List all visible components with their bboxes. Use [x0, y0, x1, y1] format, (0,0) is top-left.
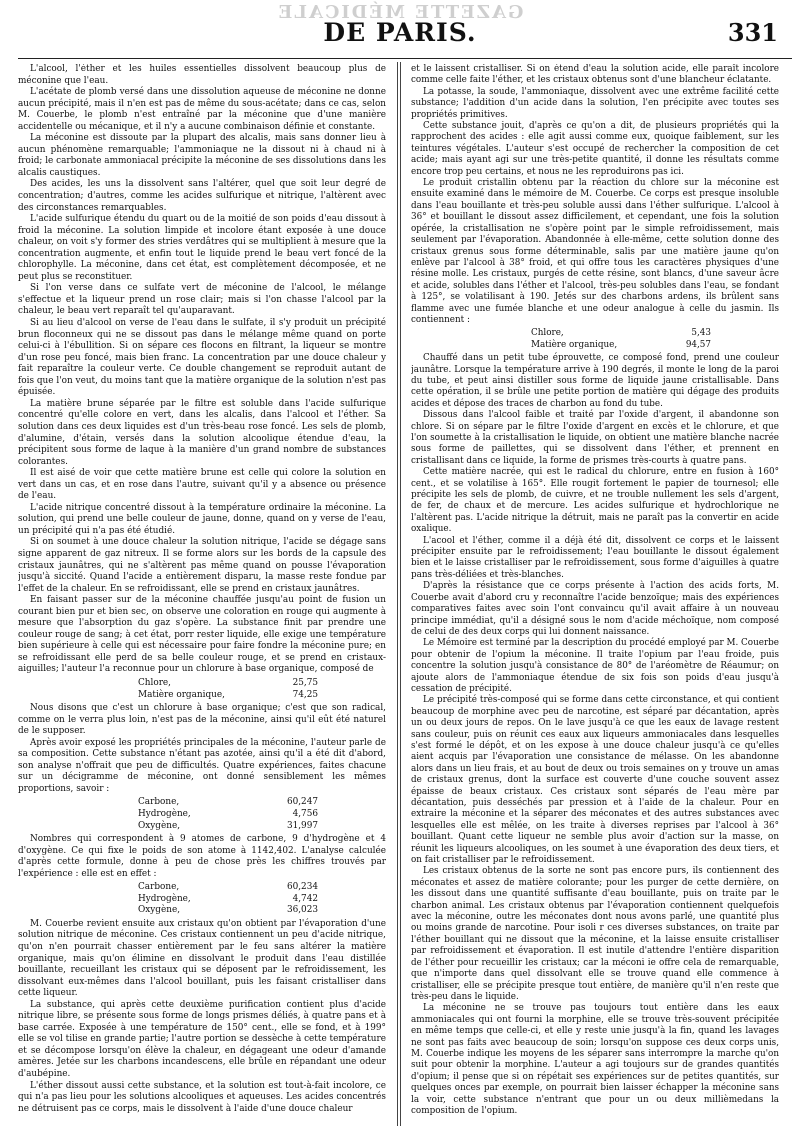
paragraph: Les cristaux obtenus de la sorte ne sont pas encore purs, ils contiennent des méconates et assez de matière colorante; pour les purger de cette dernière, on les dissout dans une quantité suffisante d'eau bouillante, puis on traite par le charbon animal. Les cristaux obtenus par l'évaporation contiennent quelquefois avec la méconine, outre les méconates dont nous avons parlé, une quantité plus ou moins grande de narcotine. Pour isoli r ces diverses substances, on traite par l'éther bouillant qui ne dissout que la méconine, et la laisse ensuite cristalliser par refroidissement et évaporation. Il est inutile d'attendre l'entière disparition de l'éther pour recueillir les cristaux; car la méconi ie offre cela de remarquable, que n'importe dans quel dissolvant elle se trouve quand elle commence à cristalliser, elle se précipite presque tout entière, de manière qu'il n'en reste que très-peu dans le liquide. — [411, 866, 779, 1002]
component-name: Oxygène, — [138, 820, 181, 831]
paragraph: La potasse, la soude, l'ammoniaque, dissolvent avec une extrême facilité cette substance; l'addition d'un acide dans la solution, l'en précipite avec toutes ses propriétés primitives. — [411, 86, 779, 120]
component-value: 25,75 — [292, 677, 318, 688]
component-name: Oxygène, — [138, 905, 181, 916]
composition-row — [18, 882, 338, 894]
paragraph: L'acide nitrique concentré dissout à la température ordinaire la méconine. La solution, qui prend une belle couleur de jaune, donne, quand on y verse de l'eau, un précipité qui n'a pas été étudié. — [18, 502, 386, 536]
composition-row — [18, 797, 338, 809]
paragraph: Le précipité très-composé qui se forme dans cette circonstance, et qui contient beaucoup de morphine avec peu de narcotine, est séparé par décantation, après un ou deux jours de repos. On le lave jusqu'à ce que les eaux de lavage restent sans couleur, puis on réunit ces eaux aux liqueurs ammoniacales dans lesquelles s'est formé le dépôt, et on les expose à une douce chaleur jusqu'à ce qu'elles aient acquis par l'évaporation une consistance de mélasse. On les abandonne alors dans un lieu frais, et au bout de deux ou trois semaines on y trouve un amas de cristaux grenus, dont la surface est couverte d'une couche souvent assez épaisse de beaux cristaux. Ces cristaux sont séparés de l'eau mère par décantation, puis desséchés par pression et à l'aide de la chaleur. Pour en extraire la méconine et la séparer des méconates et des autres substances avec lesquelles elle est mêlée, on les traite à diverses reprises par l'alcool à 36° bouillant. Quant cette liqueur ne semble plus avoir d'action sur la masse, on réunit les liqueurs alcooliques, on les soumet à une évaporation des deux tiers, et on fait cristalliser par le refroidissement. — [411, 695, 779, 866]
component-value: 74,25 — [292, 689, 318, 700]
composition-row — [18, 809, 338, 821]
paragraph: Dissous dans l'alcool faible et traité par l'oxide d'argent, il abandonne son chlore. Si on sépare par le filtre l'oxide d'argent en excès et le chlorure, et que l'on soumette à la cristallisation le liquide, on obtient une matière blanche nacrée sous forme de paillettes, qui se dissolvent dans l'éther, et prennent en cristallisant dans ce liquide, la forme de prismes très-courts à quatre pans. — [411, 410, 779, 466]
paragraph: Si l'on verse dans ce sulfate vert de méconine de l'alcool, le mélange s'effectue et la liqueur prend un rose clair; mais si l'on chasse l'alcool par la chaleur, le beau vert reparaît tel qu'auparavant. — [18, 283, 386, 317]
page-header — [0, 0, 800, 56]
composition-table — [18, 678, 386, 701]
paragraph: La substance, qui après cette deuxième purification contient plus d'acide nitrique libre, se présente sous forme de longs prismes déliés, à quatre pans et à base carrée. Exposée à une température de 150° cent., elle se fond, et à 199° elle se vol tilise en grande partie; l'autre portion se dessèche à cette température et se décompose lorsqu'on élève la chaleur, en dégageant une odeur d'amande amères. Jetée sur les charbons incandescens, elle brûle en répandant une odeur d'aubépine. — [18, 999, 386, 1080]
paragraph: Chauffé dans un petit tube éprouvette, ce composé fond, prend une couleur jaunâtre. Lorsque la température arrive à 190 degrés, il monte le long de la paroi du tube, et peut ainsi distiller sous forme de liquide jaune cristallisable. Dans cette opération, il se brûle une petite portion de matière qui dégage des produits acides et dépose des traces de charbon au fond du tube. — [411, 353, 779, 409]
composition-row — [18, 894, 338, 906]
paragraph: L'acétate de plomb versé dans une dissolution aqueuse de méconine ne donne aucun précipité, mais il n'en est pas de même du sous-acétate; dans ce cas, selon M. Couerbe, le plomb n'est entraîné par la méconine que d'une manière accidentelle ou mécanique, et il n'y a aucune combinaison définie et constante. — [18, 87, 386, 132]
paragraph: L'acide sulfurique étendu du quart ou de la moitié de son poids d'eau dissout à froid la méconine. La solution limpide et incolore étant exposée à une douce chaleur, on voit s'y former des stries verdâtres qui se multiplient à mesure que la concentration augmente, et enfin tout le liquide prend le beau vert foncé de la chlorophylle. La méconine, dans cet état, est complètement décomposée, et ne peut plus se reconstituer. — [18, 214, 386, 282]
component-name: Carbone, — [138, 797, 180, 808]
composition-row — [18, 905, 338, 917]
paragraph: La méconine est dissoute par la plupart des alcalis, mais sans donner lieu à aucun phénomène remarquable; l'ammoniaque ne la dissout ni à chaud ni à froid; le carbonate ammoniacal précipite la méconine de ses dissolutions dans les alcalis caustiques. — [18, 133, 386, 178]
paragraph: Si au lieu d'alcool on verse de l'eau dans le sulfate, il s'y produit un précipité brun floconneux qui ne se dissout pas dans le mélange même quand on porte celui-ci à l'ébullition. Si on sépare ces flocons en filtrant, la liqueur se montre d'un rose peu foncé, mais bien franc. La concentration par une douce chaleur y fait reparaître la couleur verte. Ce double changement se reproduit autant de fois que l'on veut, du moins tant que la matière organique de la solution n'est pas épuisée. — [18, 318, 386, 398]
paragraph: Après avoir exposé les propriétés principales de la méconine, l'auteur parle de sa composition. Cette substance n'étant pas azotée, ainsi qu'il a été dit d'abord, son analyse n'offrait que peu de difficultés. Quatre expériences, faites chacune sur un décigramme de méconine, ont donné sensiblement les mêmes proportions, savoir : — [18, 737, 386, 794]
component-value: 4,742 — [292, 893, 318, 904]
composition-table — [18, 797, 386, 832]
page-number: 331 — [727, 18, 778, 47]
component-value: 60,247 — [286, 797, 318, 808]
paragraph: Le produit cristallin obtenu par la réaction du chlore sur la méconine est ensuite examiné dans le mémoire de M. Couerbe. Ce corps est presque insoluble dans l'eau bouillante et très-peu soluble aussi dans l'éther sulfurique. L'alcool à 36° et bouillant le dissout assez difficilement, et cependant, une fois la solution opérée, la cristallisation ne s'opère point par le simple refroidissement, mais seulement par l'évaporation. Abandonnée à elle-même, cette solution donne des cristaux grenus sous forme déterminable, salis par une matière jaune qu'on enlève par l'alcool à 38° froid, et qui offre tous les caractères physiques d'une résine molle. Les cristaux, purgés de cette résine, sont blancs, d'une saveur âcre et acide, solubles dans l'éther et l'alcool, très-peu solubles dans l'eau, se fondant à 125°, se volatilisant à 190. Jetés sur des charbons ardens, ils brûlent sans flamme avec une fumée blanche et une odeur analogue à celle du jasmin. Ils contiennent : — [411, 178, 779, 325]
paragraph: Des acides, les uns la dissolvent sans l'altérer, quel que soit leur degré de concentration; d'autres, comme les acides sulfurique et nitrique, l'altèrent avec des circonstances remarquables. — [18, 179, 386, 213]
paragraph: D'après la résistance que ce corps présente à l'action des acids forts, M. Couerbe avait d'abord cru y reconnaître l'acide benzoïque; mais des expériences comparatives faites avec soin l'ont convaincu qu'il avait affaire à un nouveau principe immédiat, qu'il a désigné sous le nom d'acide méchoïque, nom composé de celui de des deux corps qui lui donnent naissance. — [411, 581, 779, 637]
paragraph: Nous disons que c'est un chlorure à base organique; c'est que son radical, comme on le verra plus loin, n'est pas de la méconine, ainsi qu'il eût été naturel de le supposer. — [18, 703, 386, 737]
paragraph: Si on soumet à une douce chaleur la solution nitrique, l'acide se dégage sans signe apparent de gaz nitreux. Il se forme alors sur les bords de la capsule des cristaux jaunâtres, qui ne s'altèrent pas même quand on pousse l'évaporation jusqu'à siccité. Quand l'acide a entièrement disparu, la masse reste fondue par l'effet de la chaleur. En se refroidissant, elle se prend en cristaux jaunâtres. — [18, 537, 386, 594]
composition-table — [411, 328, 779, 351]
paragraph: L'éther dissout aussi cette substance, et la solution est tout-à-fait incolore, ce qui n'a pas lieu pour les solutions alcooliques et aqueuses. Les acides concentrés ne détruisent pas ce corps, mais le dissolvent à l'aide d'une douce chaleur — [18, 1080, 386, 1114]
composition-row — [411, 328, 731, 339]
page-title: DE PARIS. — [323, 18, 477, 47]
component-name: Chlore, — [138, 677, 172, 688]
paragraph: L'acool et l'éther, comme il a déjà été dit, dissolvent ce corps et le laissent précipiter ensuite par le refroidissement; l'eau bouillante le dissout également bien et le laisse cristalliser par le refroidissement, sous forme d'aiguilles à quatre pans très-déliées et très-blanches. — [411, 535, 779, 580]
composition-row — [18, 690, 338, 702]
column-divider — [397, 62, 398, 1126]
paragraph: Il est aisé de voir que cette matière brune est celle qui colore la solution en vert dans un cas, et en rose dans l'autre, suivant qu'il y a absence ou présence de l'eau. — [18, 468, 386, 502]
component-value: 36,023 — [286, 905, 318, 916]
component-value: 94,57 — [685, 339, 711, 350]
composition-row — [411, 340, 731, 351]
paragraph: La méconine ne se trouve pas toujours tout entière dans les eaux ammoniacales qui ont fourni la morphine, elle se trouve très-souvent précipitée en même temps que celle-ci, et elle y reste unie jusqu'à la fin, quand les lavages ne sont pas faits avec beaucoup de soin; lorsqu'on suppose ces deux corps unis, M. Couerbe indique les moyens de les séparer sans interrompre la marche qu'on suit pour obtenir la morphine. L'auteur a agi toujours sur de grandes quantités d'opium; il pense que si on répétait ses expériences sur de petites quantités, sur quelques onces par exemple, on pourrait bien laisser échapper la méconine sans la voir, cette substance n'entrant que pour un ou deux millièmedans la composition de l'opium. — [411, 1003, 779, 1116]
component-name: Hydrogène, — [138, 893, 191, 904]
component-name: Hydrogène, — [138, 809, 191, 819]
paragraph: L'alcool, l'éther et les huiles essentielles dissolvent beaucoup plus de méconine que l'eau. — [18, 64, 386, 86]
composition-row — [18, 678, 338, 690]
component-value: 60,234 — [286, 882, 318, 893]
paragraph: Cette substance jouit, d'après ce qu'on a dit, de plusieurs propriétés qui la rapprochent des acides : elle agit aussi comme eux, quoique faiblement, sur les teintures végétales. L'auteur s'est occupé de rechercher la composition de cet acide; mais ayant agi sur une très-petite quantité, il donne les résultats comme encore trop peu certains, et nous ne les reproduirons pas ici. — [411, 121, 779, 177]
component-name: Chlore, — [531, 328, 564, 339]
component-name: Matière organique, — [138, 689, 225, 700]
component-value: 4,756 — [292, 809, 318, 819]
paragraph: En faisant passer sur de la méconine chauffée jusqu'au point de fusion un courant bien pur et bien sec, on observe une coloration en rouge qui augmente à mesure que l'absorption du gaz s'opère. La substance finit par prendre une couleur rouge de sang; à cet état, porr rester liquide, elle exige une température bien supérieure à celle qui est nécessaire pour faire fondre la méconine pure; en se refroidissant elle perd de sa belle couleur rouge, et se prend en cristaux-aiguilles; l'auteur l'a reconnue pour un chlorure à base organique, composé de — [18, 595, 386, 675]
component-value: 5,43 — [691, 328, 711, 339]
right-column — [411, 64, 779, 1124]
paragraph: M. Couerbe revient ensuite aux cristaux qu'on obtient par l'évaporation d'une solution nitrique de méconine. Ces cristaux contiennent un peu d'acide nitrique, qu'on n'en pourrait chasser entièrement par le feu sans altérer la matière organique, mais qu'on élimine en dissolvant le produit dans l'eau distillée bouillante, recueillant les cristaux qui se déposent par le refroidissement, les dissolvant eux-mêmes dans l'alcool bouillant, puis les faisant cristalliser dans cette liqueur. — [18, 918, 386, 999]
paragraph: Nombres qui correspondent à 9 atomes de carbone, 9 d'hydrogène et 4 d'oxygène. Ce qui fixe le poids de son atome à 1142,402. L'analyse calculée d'après cette formule, donne à peu de chose près les chiffres trouvés par l'expérience : elle est en effet : — [18, 834, 386, 879]
paragraph: La matière brune séparée par le filtre est soluble dans l'acide sulfurique concentré qu'elle colore en vert, dans les alcalis, dans l'alcool et l'éther. Sa solution dans ces deux liquides est d'un très-beau rose foncé. Les sels de plomb, d'alumine, d'étain, versés dans la solution alcoolique étendue d'eau, la précipitent sous forme de laque à la manière d'un grand nombre de substances colorantes. — [18, 398, 386, 467]
component-value: 31,997 — [286, 820, 318, 831]
component-name: Matière organique, — [531, 339, 618, 350]
paragraph: Le Mémoire est terminé par la description du procédé employé par M. Couerbe pour obtenir de l'opium la méconine. Il traite l'opium par l'eau froide, puis concentre la solution jusqu'à consistance de 80° de l'aréomètre de Réaumur; on ajoute alors de l'ammoniaque étendue de six fois son poids d'eau jusqu'à cessation de précipité. — [411, 638, 779, 694]
bleed-through-text: GAZETTE MÉDICALE — [276, 2, 524, 23]
header-rule — [18, 58, 792, 59]
paragraph: et le laissent cristalliser. Si on étend d'eau la solution acide, elle paraît incolore comme celle faite l'éther, et les cristaux obtenus sont d'une blancheur éclatante. — [411, 64, 779, 86]
paragraph: Cette matière nacrée, qui est le radical du chlorure, entre en fusion à 160° cent., et se volatilise à 165°. Elle rougit fortement le papier de tournesol; elle précipite les sels de plomb, de cuivre, et ne trouble nullement les sels d'argent, de fer, de chaux et de mercure. Les acides sulfurique et hydrochlorique ne l'altèrent pas. L'acide nitrique la détruit, mais ne paraît pas la convertir en acide oxalique. — [411, 467, 779, 535]
composition-table — [18, 882, 386, 917]
column-divider-inner — [400, 62, 401, 1126]
composition-row — [18, 821, 338, 833]
left-column — [18, 64, 386, 1124]
component-name: Carbone, — [138, 882, 180, 893]
